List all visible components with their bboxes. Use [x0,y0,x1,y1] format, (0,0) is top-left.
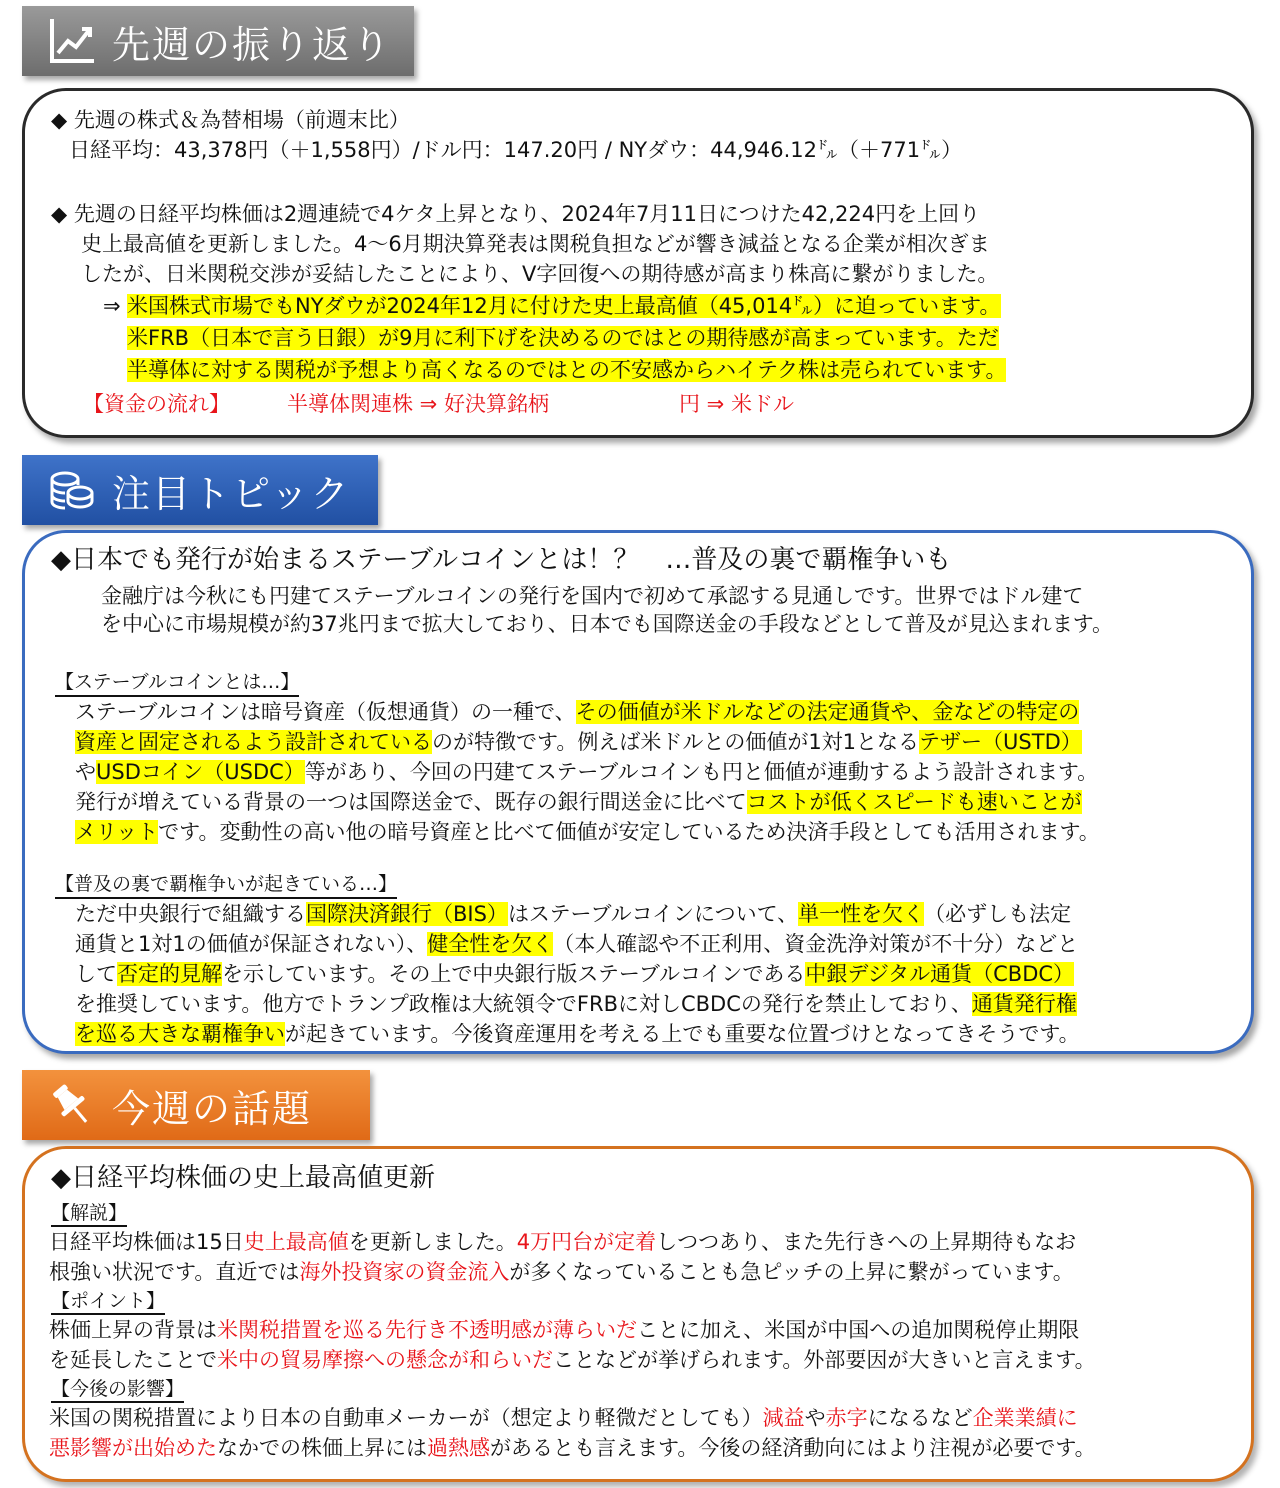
subheading-hegemony: 【普及の裏で覇権争いが起きている…】 [55,871,397,899]
impact-line: 悪影響が出始めたなかでの株価上昇には過熱感があるとも言えます。今後の経済動向にはより注視が必要です。 [49,1436,1096,1460]
hegemony-line: 通貨と1対1の価値が保証されない）、健全性を欠く（本人確認や不正利用、資金洗浄対策が不十分）などと [75,932,1079,956]
topic-heading: ◆日本でも発行が始まるステーブルコインとは！？ …普及の裏で覇権争いも [51,545,952,575]
hegemony-line: を推奨しています。他方でトランプ政権は大統領令でFRBに対しCBDCの発行を禁止しており、通貨発行権 [75,992,1077,1016]
review-para-line: ◆ 先週の日経平均株価は2週連続で4ケタ上昇となり、2024年7月11日につけた42,224円を上回り [51,202,981,226]
explanation-line: 日経平均株価は15日史上最高値を更新しました。4万円台が定着しつつあり、また先行きへの上昇期待もなお [49,1230,1077,1254]
section-title: 今週の話題 [112,1086,313,1131]
point-line: を延長したことで米中の貿易摩擦への懸念が和らいだことなどが挙げられます。外部要因が大きいと言えます。 [49,1348,1096,1372]
stablecoin-line: 資産と固定されるよう設計されているのが特徴です。例えば米ドルとの価値が1対1となるテザー（USTD） [75,730,1082,754]
point-line: 株価上昇の背景は米関税措置を巡る先行き不透明感が薄らいだことに加え、米国が中国への追加関税停止期限 [49,1318,1080,1342]
hegemony-line: を巡る大きな覇権争いが起きています。今後資産運用を考える上でも重要な位置づけとなってきそうです。 [75,1022,1080,1046]
impact-line: 米国の関税措置により日本の自動車メーカーが（想定より軽微だとしても）減益や赤字になるなど企業業績に [49,1406,1078,1430]
stablecoin-line: メリットです。変動性の高い他の暗号資産と比べて価値が安定しているため決済手段としても活用されます。 [75,820,1100,844]
section-title: 注目トピック [112,471,351,516]
week-heading: ◆日経平均株価の史上最高値更新 [51,1163,435,1193]
section-title: 先週の振り返り [112,22,393,67]
money-flow-stocks: 半導体関連株 ⇒ 好決算銘柄 [287,392,549,416]
hegemony-line: して否定的見解を示しています。その上で中央銀行版ステーブルコインである中銀デジタル通貨（CBDC） [75,962,1075,986]
review-para-line: したが、日米関税交渉が妥結したことにより、V字回復への期待感が高まり株高に繋がりました。 [81,262,999,286]
highlight-line: 米国株式市場でもNYダウが2024年12月に付けた史上最高値（45,014㌦）に迫っています。 [127,294,1001,318]
hegemony-line: ただ中央銀行で組織する国際決済銀行（BIS）はステーブルコインについて、単一性を欠く（必ずしも法定 [75,902,1072,926]
week-panel [22,1146,1254,1482]
highlight-line: 米FRB（日本で言う日銀）が9月に利下げを決めるのではとの期待感が高まっています。ただ [127,326,999,350]
subheading-point: 【ポイント】 [51,1289,165,1315]
stablecoin-line: やUSDコイン（USDC）等があり、今回の円建てステーブルコインも円と価値が連動するよう設計されます。 [75,760,1099,784]
market-heading: ◆ 先週の株式＆為替相場（前週末比） [51,108,410,132]
pushpin-icon [44,1077,100,1133]
section-tab-review [22,6,414,76]
section-tab-week [22,1070,370,1140]
arrow-mark: ⇒ [103,294,121,318]
subheading-what-is: 【ステーブルコインとは…】 [55,669,299,697]
explanation-line: 根強い状況です。直近では海外投資家の資金流入が多くなっていることも急ピッチの上昇に繋がっています。 [49,1260,1074,1284]
topic-intro-line: 金融庁は今秋にも円建てステーブルコインの発行を国内で初めて承認する見通しです。世界ではドル建て [101,584,1084,608]
subheading-impact: 【今後の影響】 [51,1377,184,1403]
money-flow-label: 【資金の流れ】 [83,392,230,416]
coins-icon [44,462,100,518]
highlight-line: 半導体に対する関税が予想より高くなるのではとの不安感からハイテク株は売られています。 [127,358,1007,382]
review-panel [22,88,1254,438]
market-summary: 日経平均：43,378円（＋1,558円）/ドル円：147.20円 / NYダウ：44,946.12㌦（＋771㌦） [69,138,963,162]
topic-panel [22,530,1254,1054]
subheading-explanation: 【解説】 [51,1201,127,1227]
stablecoin-line: 発行が増えている背景の一つは国際送金で、既存の銀行間送金に比べてコストが低くスピードも速いことが [75,790,1082,814]
section-tab-topic [22,455,378,525]
review-para-line: 史上最高値を更新しました。4～6月期決算発表は関税負担などが響き減益となる企業が相次ぎま [81,232,990,256]
money-flow-currency: 円 ⇒ 米ドル [679,392,794,416]
stablecoin-line: ステーブルコインは暗号資産（仮想通貨）の一種で、その価値が米ドルなどの法定通貨や、金などの特定の [75,700,1080,724]
topic-intro-line: を中心に市場規模が約37兆円まで拡大しており、日本でも国際送金の手段などとして普及が見込まれます。 [101,612,1114,636]
chart-trend-icon [44,13,100,69]
